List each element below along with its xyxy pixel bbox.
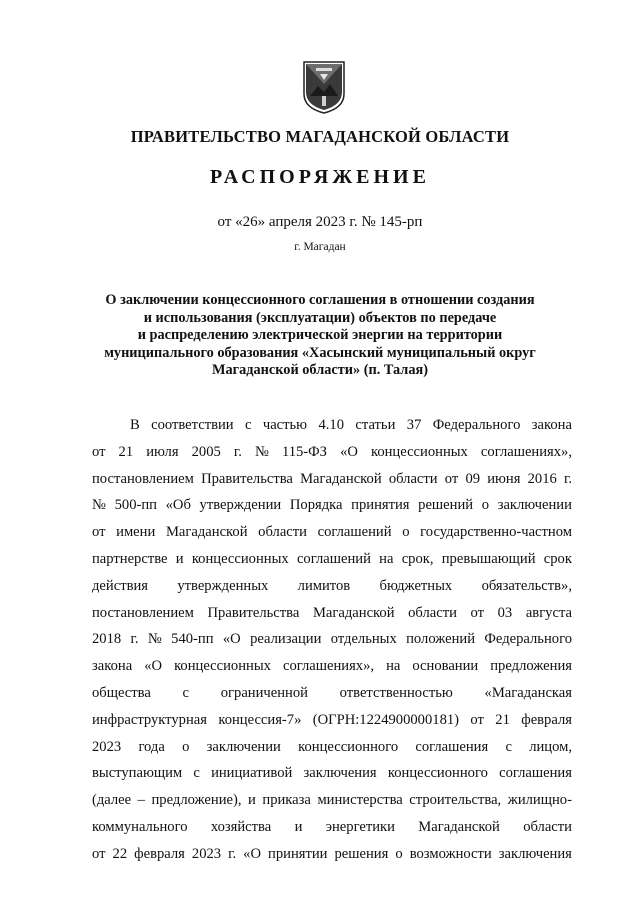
body-word: «О (144, 658, 163, 675)
body-word: обязательств», (481, 577, 572, 594)
body-word: ответственностью (339, 684, 453, 701)
subject-line: Магаданской области» (п. Талая) (212, 362, 428, 378)
body-word: концессионных (191, 550, 289, 567)
body-word: от (92, 524, 106, 541)
body-word: – (137, 792, 145, 809)
body-word: общества (92, 684, 151, 701)
body-word: статьи (355, 417, 396, 433)
document-city: г. Магадан (294, 241, 346, 253)
body-word: действия (92, 577, 148, 594)
document-number: № 145-рп (361, 214, 423, 230)
body-word: отдельных (330, 631, 397, 648)
body-word: г. (563, 470, 572, 487)
body-word: соглашений (317, 524, 392, 541)
body-word: заключении (497, 497, 572, 514)
body-word: соглашений (296, 550, 371, 567)
body-word: Порядка (289, 497, 343, 514)
body-word: концессионного (298, 738, 399, 755)
body-word: частью (262, 417, 308, 433)
body-word: партнерстве (92, 550, 168, 567)
subject-line: и распределению электрической энергии на территории (137, 327, 503, 343)
subject-line: и использования (эксплуатации) объектов по передаче (143, 309, 497, 326)
body-word: Федерального (432, 417, 521, 433)
body-word: утверждении (199, 497, 282, 514)
document-type: РАСПОРЯЖЕНИЕ (210, 166, 430, 188)
body-word: Магаданской (165, 524, 248, 541)
body-word: (ОГРН:1224900000181) (312, 711, 460, 728)
body-word: положений (406, 631, 476, 648)
body-word: энергетики (325, 818, 395, 835)
body-word: области (388, 470, 438, 487)
body-word: с (505, 738, 512, 755)
body-line (92, 412, 572, 439)
body-word: области (258, 524, 307, 541)
body-line (92, 841, 572, 868)
body-word: концессионных (370, 443, 468, 460)
document-subject (70, 292, 570, 380)
body-word: решений (418, 497, 474, 514)
body-word: июля (146, 443, 179, 460)
body-word: от (470, 604, 485, 621)
body-word: 4.10 (318, 417, 345, 433)
body-word: о (481, 497, 490, 514)
document-date-line (0, 214, 640, 231)
body-word: приказа (262, 792, 311, 809)
body-word: 2005 (191, 443, 221, 460)
body-word: 37 (406, 417, 422, 433)
body-word: выступающим (92, 765, 183, 782)
body-word: соответствии (151, 417, 234, 433)
body-line (92, 492, 572, 519)
body-word: министерства (317, 792, 403, 809)
body-word: 540-пп (171, 631, 214, 648)
body-word: «Магаданская (484, 684, 572, 701)
body-line (92, 600, 572, 627)
body-word: и (248, 792, 256, 809)
body-word: июня (487, 470, 521, 487)
body-word: на (379, 550, 394, 567)
coat-of-arms-icon (302, 60, 346, 114)
subject-line: муниципального образования «Хасынский муниципальный округ (104, 344, 536, 361)
body-word: о (395, 845, 403, 862)
body-word: концессионных (174, 658, 271, 675)
body-word: 500-пп (114, 497, 157, 514)
body-word: предложение), (151, 792, 242, 809)
body-word: лицом, (529, 738, 572, 755)
body-word: хозяйства (210, 818, 272, 835)
body-word: строительства, (409, 792, 502, 809)
body-line (92, 519, 572, 546)
body-word: «О (222, 631, 241, 648)
body-word: Федерального (484, 631, 572, 648)
body-word: коммунального (92, 818, 188, 835)
body-word: концессионного (387, 765, 488, 782)
body-word: с (182, 684, 190, 701)
government-title: ПРАВИТЕЛЬСТВО МАГАДАНСКОЙ ОБЛАСТИ (130, 127, 510, 146)
body-line (92, 653, 572, 680)
body-line (92, 787, 572, 814)
body-word: 03 (497, 604, 513, 621)
body-word: Магаданской (300, 470, 382, 487)
body-word: превышающий (441, 550, 536, 567)
body-line (92, 466, 572, 493)
body-word: от (470, 711, 484, 728)
body-word: о (182, 738, 190, 755)
body-word: заключении (206, 738, 281, 755)
body-line (92, 546, 572, 573)
body-word: «О (340, 443, 358, 460)
body-word: 2016 (527, 470, 557, 487)
body-word: срок (543, 550, 572, 567)
body-word: № (147, 631, 162, 648)
body-word: Магаданской (418, 818, 500, 835)
body-word: г. (233, 443, 242, 460)
body-word: Правительства (201, 470, 293, 487)
body-word: решения (334, 845, 389, 862)
body-word: имени (116, 524, 156, 541)
body-line (92, 626, 572, 653)
body-word: постановлением (92, 470, 194, 487)
subject-line: О заключении концессионного соглашения в отношении создания (105, 292, 535, 308)
body-word: августа (525, 604, 572, 621)
body-word: бюджетных (379, 577, 453, 594)
body-line (92, 680, 572, 707)
body-word: (далее (92, 792, 132, 809)
body-word: и (294, 818, 303, 835)
body-word: соглашениях», (480, 443, 572, 460)
body-line (92, 573, 572, 600)
body-word: от (92, 845, 106, 862)
body-word: заключения (303, 765, 377, 782)
body-word: «Об (165, 497, 191, 514)
body-word: области (408, 604, 457, 621)
body-line (92, 707, 572, 734)
body-word: и (175, 550, 184, 567)
body-word: с (193, 765, 200, 782)
body-word: 115-ФЗ (281, 443, 327, 460)
document-date: от «26» апреля 2023 г. (217, 214, 358, 230)
body-word: февраля (134, 845, 185, 862)
body-word: ограниченной (220, 684, 308, 701)
body-line (92, 734, 572, 761)
body-word: года (138, 738, 165, 755)
body-word: области (523, 818, 572, 835)
body-word: Магаданской (312, 604, 395, 621)
body-word: 21 (118, 443, 134, 460)
body-word: основании (412, 658, 479, 675)
body-word: инфраструктурная (92, 711, 207, 728)
body-word: № (92, 497, 106, 514)
body-word: В (130, 417, 140, 433)
body-word: 09 (465, 470, 481, 487)
body-word: реализации (250, 631, 322, 648)
body-word: «О (243, 845, 261, 862)
body-word: г. (228, 845, 237, 862)
body-word: принятии (268, 845, 328, 862)
body-word: государственно-частном (420, 524, 572, 541)
body-line (92, 814, 572, 841)
body-word: закона (531, 417, 572, 433)
body-word: с (244, 417, 252, 433)
body-word: г. (130, 631, 139, 648)
body-word: постановлением (92, 604, 194, 621)
body-word: от (92, 443, 106, 460)
body-word: 2023 (92, 738, 122, 755)
body-word: о (402, 524, 410, 541)
body-word: концессия-7» (218, 711, 302, 728)
body-word: соглашения (415, 738, 489, 755)
body-word: лимитов (297, 577, 351, 594)
body-word: от (444, 470, 459, 487)
document-body (92, 412, 572, 868)
body-word: февраля (521, 711, 572, 728)
body-word: 22 (112, 845, 128, 862)
body-word: предложения (490, 658, 572, 675)
body-word: жилищно- (507, 792, 572, 809)
body-word: утвержденных (177, 577, 269, 594)
body-word: заключения (498, 845, 572, 862)
body-word: соглашениях», (282, 658, 375, 675)
body-word: 2018 (92, 631, 122, 648)
body-word: 2023 (191, 845, 222, 862)
body-word: инициативой (211, 765, 293, 782)
body-line (92, 439, 572, 466)
body-word: 21 (495, 711, 510, 728)
body-word: срок, (401, 550, 434, 567)
body-word: принятия (351, 497, 410, 514)
body-word: соглашения (499, 765, 572, 782)
body-line (92, 760, 572, 787)
body-word: возможности (409, 845, 492, 862)
body-word: закона (92, 658, 133, 675)
body-word: № (254, 443, 269, 460)
body-word: на (386, 658, 401, 675)
body-word: Правительства (207, 604, 300, 621)
